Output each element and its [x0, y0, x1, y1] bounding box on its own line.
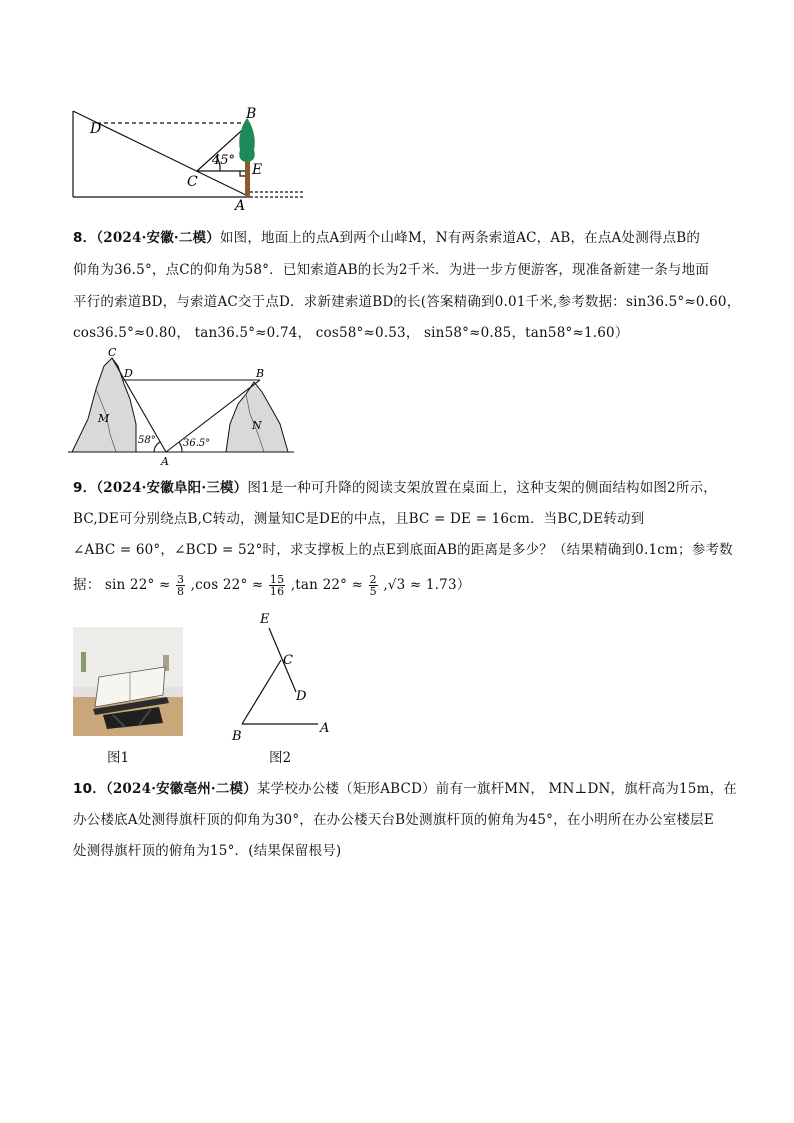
fraction-sin22: $\frac{3}{8}$: [176, 573, 185, 598]
fig8-label-N: N: [252, 419, 262, 432]
figure-q9-diagram: [228, 608, 338, 743]
fig7-label-C: C: [187, 174, 198, 190]
fig7-label-A: A: [235, 198, 246, 214]
q10-line-3: 处测得旗杆顶的俯角为15°．(结果保留根号): [73, 843, 342, 859]
fig8-label-C: C: [108, 346, 117, 359]
q9-line-1: [73, 478, 717, 498]
fig8-label-D: D: [124, 367, 133, 380]
q9-text-4b: ,cos 22° ≈: [190, 577, 264, 593]
q9-number: 9: [73, 480, 83, 496]
q9-text-4a: 据： sin 22° ≈: [73, 577, 171, 593]
q8-line-3: 平行的索道BD，与索道AC交于点D．求新建索道BD的长(答案精确到0.01千米,参考数据：sin36.5°≈0.60，: [73, 294, 741, 310]
fig8-label-B: B: [256, 367, 265, 380]
fig7-label-B: B: [246, 106, 257, 122]
q9-line-2: BC,DE可分别绕点B,C转动，测量知C是DE的中点，且BC = DE = 16cm．当BC,DE转动到: [73, 511, 645, 527]
q8-line-1: [73, 228, 700, 248]
figure-q7: [60, 100, 320, 215]
q10-line-2: 办公楼底A处测得旗杆顶的仰角为30°，在办公楼天台B处测旗杆顶的俯角为45°，在小明所在办公室楼层E: [73, 812, 714, 828]
q10-line-1: [73, 779, 737, 799]
figure-2-caption: 图2: [269, 750, 292, 766]
q10-number: 10: [73, 781, 93, 797]
q8-text-1: 如图，地面上的点A到两个山峰M，N有两条索道AC，AB，在点A处测得点B的: [219, 230, 701, 246]
q8-line-2: 仰角为36.5°，点C的仰角为58°．已知索道AB的长为2千米．为进一步方便游客，现准备新建一条与地面: [73, 262, 710, 278]
q8-source: ．（2024·安徽·二模）: [82, 230, 220, 246]
fig9-label-A: A: [320, 721, 330, 736]
fig9-label-D: D: [296, 689, 307, 704]
q10-text-1: 某学校办公楼（矩形ABCD）前有一旗杆MN， MN⊥DN，旗杆高为15m，在: [256, 781, 737, 797]
fig9-label-B: B: [232, 729, 242, 743]
fraction-tan22: $\frac{2}{5}$: [369, 573, 377, 598]
fig9-label-E: E: [260, 612, 270, 627]
fig7-label-D: D: [90, 121, 102, 137]
fraction-cos22: $\frac{15}{16}$: [269, 573, 285, 598]
q9-text-1: 图1是一种可升降的阅读支架放置在桌面上，这种支架的侧面结构如图2所示，: [247, 480, 718, 496]
tree-icon: [239, 118, 254, 197]
fig8-label-A: A: [161, 455, 169, 468]
fig8-angle-58: 58°: [138, 435, 156, 446]
q8-line-4: cos36.5°≈0.80， tan36.5°≈0.74， cos58°≈0.53， sin58°≈0.85，tan58°≈1.60）: [73, 325, 629, 341]
q9-line-4: [73, 572, 470, 598]
figure-1-caption: 图1: [107, 750, 130, 766]
q9-text-4d: ,√3 ≈ 1.73）: [383, 577, 471, 593]
reading-stand-photo: [73, 627, 183, 736]
q9-line-3: ∠ABC = 60°，∠BCD = 52°时，求支撑板上的点E到底面AB的距离是多少？（结果精确到0.1cm；参考数: [73, 542, 733, 558]
fig7-label-E: E: [252, 162, 263, 178]
fig9-label-C: C: [283, 653, 293, 668]
q9-source: ．（2024·安徽阜阳·三模）: [82, 480, 248, 496]
fig7-angle-label: 45°: [212, 153, 236, 168]
q9-text-4c: ,tan 22° ≈: [290, 577, 364, 593]
q8-number: 8: [73, 230, 83, 246]
fig8-angle-365: 36.5°: [183, 438, 211, 449]
figure-q8: [66, 344, 298, 470]
q10-source: ．（2024·安徽亳州·二模）: [92, 781, 257, 797]
fig8-label-M: M: [98, 412, 110, 425]
